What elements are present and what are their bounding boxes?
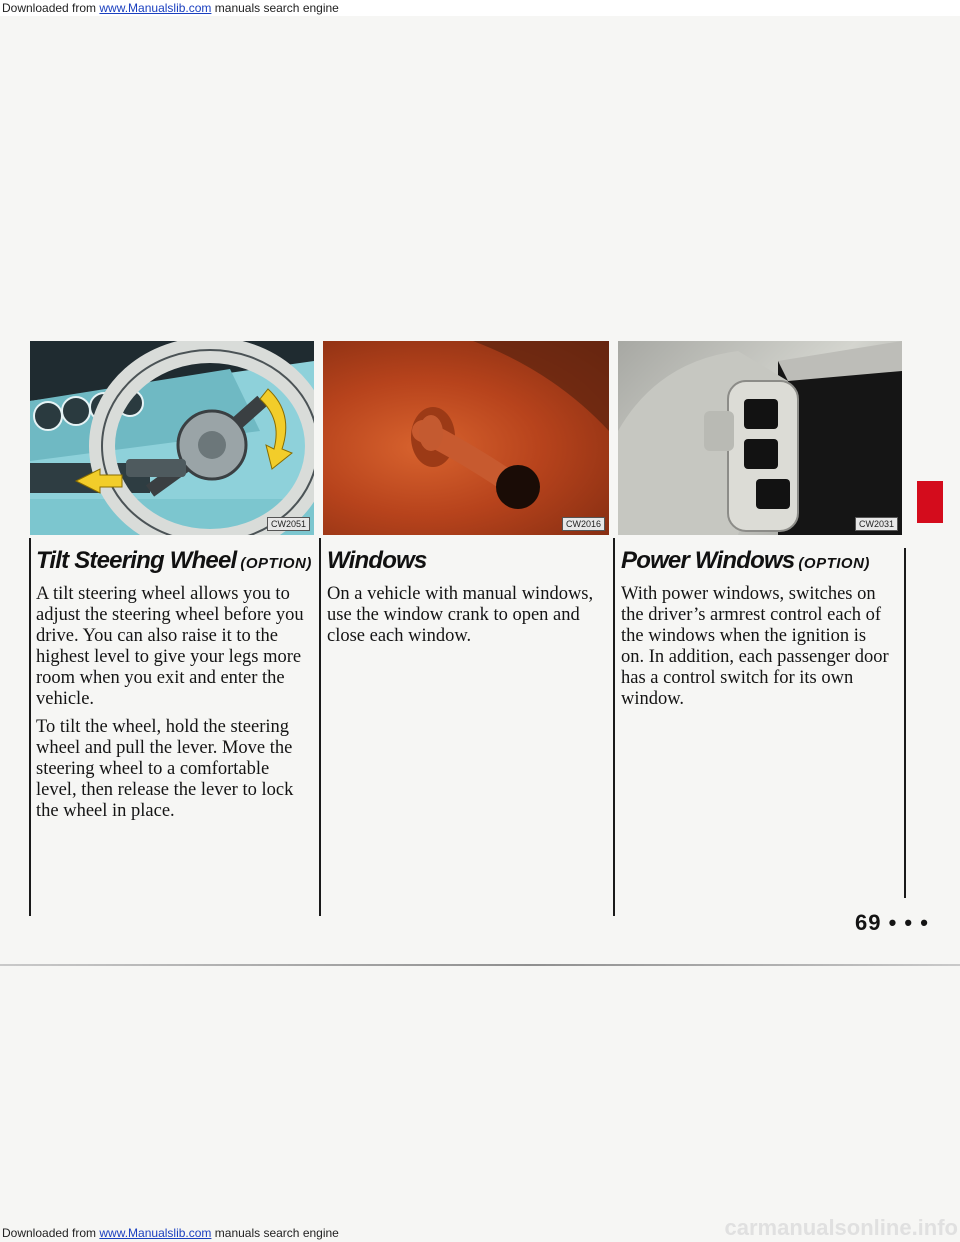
- windows-paragraph: On a vehicle with manual windows, use the window crank to open and close each window.: [327, 584, 594, 646]
- footer-prefix: Downloaded from: [2, 1226, 100, 1240]
- tilt-paragraph: A tilt steering wheel allows you to adjust the steering wheel before you drive. You can also raise it to the highest level to give your legs more room when you exit and enter the vehicle.: [36, 584, 304, 709]
- banner-suffix: manuals search engine: [211, 1, 339, 15]
- power-body: [621, 584, 891, 717]
- download-footer: [0, 1215, 960, 1242]
- windows-heading: [327, 547, 427, 575]
- steering-wheel-illustration: [30, 341, 314, 535]
- window-crank-photo: [323, 341, 609, 535]
- image-code: CW2051: [267, 517, 310, 531]
- manualslib-link[interactable]: www.Manualslib.com: [99, 1, 212, 15]
- windows-body: [327, 584, 599, 654]
- power-window-switches-photo: [618, 341, 902, 535]
- banner-prefix: Downloaded from: [2, 1, 100, 15]
- power-windows-heading: [621, 547, 870, 575]
- power-paragraph: With power windows, switches on the driver’s armrest control each of the windows when the ignition is on. In addition, each passenger door has a control switch for its own window.: [621, 584, 889, 709]
- column-rule-left: [29, 538, 31, 916]
- column-rule-middle: [319, 538, 321, 916]
- tilt-body: [36, 584, 308, 829]
- tilt-steering-heading: [36, 547, 312, 575]
- footer-manualslib-link[interactable]: www.Manualslib.com: [99, 1226, 212, 1240]
- watermark: carmanualsonline.info: [724, 1215, 958, 1240]
- column-rule-right: [613, 538, 615, 916]
- page-number: 69 • • •: [855, 910, 929, 935]
- image-code: CW2016: [562, 517, 605, 531]
- image-code: CW2031: [855, 517, 898, 531]
- tilt-option-tag: (OPTION): [240, 555, 312, 572]
- power-switches-drawing: [618, 341, 902, 535]
- tilt-title: Tilt Steering Wheel: [36, 547, 237, 574]
- page-bottom-rule: [0, 964, 960, 966]
- windows-title: Windows: [327, 547, 427, 574]
- steering-wheel-drawing: [30, 341, 314, 535]
- section-thumb-tab: [917, 481, 943, 523]
- power-option-tag: (OPTION): [798, 555, 870, 572]
- column-rule-edge: [904, 548, 906, 898]
- download-banner: [0, 0, 960, 16]
- window-crank-drawing: [323, 341, 609, 535]
- power-title: Power Windows: [621, 547, 795, 574]
- footer-suffix: manuals search engine: [211, 1226, 339, 1240]
- tilt-paragraph: To tilt the wheel, hold the steering wheel and pull the lever. Move the steering wheel to a comfortable level, then release the lever to lock the wheel in place.: [36, 717, 294, 821]
